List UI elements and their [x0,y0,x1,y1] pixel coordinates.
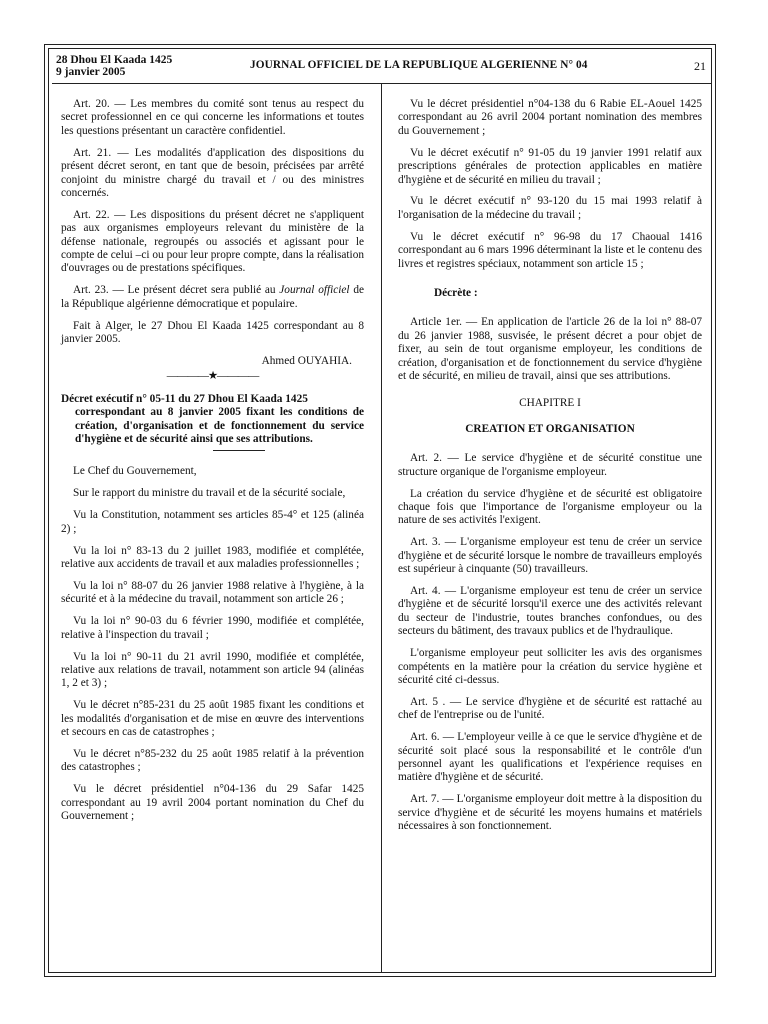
journal-title: JOURNAL OFFICIEL DE LA REPUBLIQUE ALGERIENNE N° 04 [250,59,588,71]
article-22: Art. 22. — Les dispositions du présent décret ne s'appliquent pas aux organismes employeurs relevant du ministère de la défense nationale, regroupés ou associés et agissant pour le compte de celui –ci ou pour leur propre compte, dans la réalisation d'ouvrages ou de prestations spécifiques. [61,208,364,275]
visa-item: Vu le décret présidentiel n°04-138 du 6 Rabie EL-Aouel 1425 correspondant au 26 avril 2004 portant nomination des membres du Gouvernement ; [398,98,702,137]
column-separator [381,84,382,972]
header-date-gregorian: 9 janvier 2005 [56,66,126,78]
article-20: Art. 20. — Les membres du comité sont tenus au respect du secret professionnel en ce qui concerne les informations et toutes les questions présentant un caractère confidentiel. [61,98,364,137]
visa-item: Vu le décret exécutif n° 91-05 du 19 janvier 1991 relatif aux prescriptions générales de protection applicables en matière d'hygiène et de sécurité en milieu du travail ; [398,146,702,186]
visa-item: Vu la loi n° 90-03 du 6 février 1990, modifiée et complétée, relative à l'inspection du travail ; [61,615,364,641]
article-paragraph: Art. 3. — L'organisme employeur est tenu de créer un service d'hygiène et de sécurité lorsque le nombre de travailleurs employés est supérieur à cinquante (50) travailleurs. [398,536,702,576]
chef-du-gouvernement: Le Chef du Gouvernement, [73,465,197,478]
visa-item: Vu le décret présidentiel n°04-136 du 29 Safar 1425 correspondant au 19 avril 2004 portant nomination du Chef du Gouvernement ; [61,783,364,823]
star-separator: ————★———— [166,370,259,383]
visa-item: Vu le décret exécutif n° 96-98 du 17 Chaoual 1416 correspondant au 6 mars 1996 déterminant la liste et le contenu des livres et registres spéciaux, notamment son article 15 ; [398,230,702,270]
header-date-hijri: 28 Dhou El Kaada 1425 [56,54,173,66]
article-paragraph: Art. 4. — L'organisme employeur est tenu de créer un service d'hygiène et de sécurité lorsqu'il exerce une des activités relevant du secteur de l'industrie, toutes branches confondues, ou des secteurs du bâtiment, des travaux publics et de l'hydraulique. [398,584,702,638]
article-paragraph: Art. 6. — L'employeur veille à ce que le service d'hygiène et de sécurité soit placé sous la responsabilité et le contrôle d'un personnel ayant les qualifications et l'expérience requises en matière d'hygiène et de sécurité. [398,731,702,784]
visa-item: Vu le décret exécutif n° 93-120 du 15 mai 1993 relatif à l'organisation de la médecine du travail ; [398,195,702,221]
article-23-suffix: de la République algérienne démocratique et populaire. [61,284,364,310]
visa-item: Vu la Constitution, notamment ses articles 85-4° et 125 (alinéa 2) ; [61,509,364,535]
decree-title-first-line: Décret exécutif n° 05-11 du 27 Dhou El Kaada 1425 [61,392,308,405]
fait-a-alger: Fait à Alger, le 27 Dhou El Kaada 1425 correspondant au 8 janvier 2005. [61,319,364,346]
article-23-journal: Journal officiel [279,284,350,297]
article-paragraph: Art. 5 . — Le service d'hygiène et de sécurité est rattaché au chef de l'entreprise ou de l'unité. [398,695,702,722]
article-1: Article 1er. — En application de l'article 26 de la loi n° 88-07 du 26 janvier 1988, susvisée, le présent décret a pour objet de fixer, au sein de tout organisme employeur, les conditions de création, d'organisation et de fonctionnement du service d'hygiène et de sécurité, en milieu de travail, ainsi que ses attributions. [398,316,702,382]
visa-item: Sur le rapport du ministre du travail et de la sécurité sociale, [73,487,346,500]
visa-item: Vu la loi n° 83-13 du 2 juillet 1983, modifiée et complétée, relative aux accidents de travail et aux maladies professionnelles ; [61,544,364,570]
left-column [61,98,364,832]
visa-item: Vu le décret n°85-232 du 25 août 1985 relatif à la prévention des catastrophes ; [61,747,364,774]
article-21: Art. 21. — Les modalités d'application des dispositions du présent décret seront, en tant que de besoin, précisées par arrêté conjoint du ministre chargé du travail et / ou des ministres concernés. [61,146,364,199]
signature: Ahmed OUYAHIA. [261,355,352,367]
right-column [398,98,702,842]
page-header [52,52,712,82]
article-paragraph: Art. 7. — L'organisme employeur doit mettre à la disposition du service d'hygiène et de sécurité les moyens humains et matériels nécessaires à son fonctionnement. [398,793,702,833]
article-paragraph: La création du service d'hygiène et de sécurité est obligatoire chaque fois que l'importance de l'organisme employeur ou la nature de ses activités l'exigent. [398,487,702,527]
page-number: 21 [694,59,706,73]
visa-item: Vu le décret n°85-231 du 25 août 1985 fixant les conditions et les modalités d'organisation et de mise en œuvre des interventions et secours en cas de catastrophes ; [61,699,364,739]
article-23 [61,284,364,311]
decree-title-rule [213,450,265,451]
header-rule [52,83,712,84]
article-23-prefix: Art. 23. — Le présent décret sera publié au [73,284,280,297]
visa-item: Vu la loi n° 90-11 du 21 avril 1990, modifiée et complétée, relative aux relations de travail, notamment son article 94 (alinéas 1, 2 et 3) ; [61,650,364,690]
chapter-number: CHAPITRE I [519,397,581,410]
decree-title [61,393,364,447]
chapter-title: CREATION ET ORGANISATION [465,422,635,435]
decree-title-rest: correspondant au 8 janvier 2005 fixant les conditions de création, d'organisation et de fonctionnement du service d'hygiène et de sécurité ainsi que ses attributions. [75,406,364,446]
header-date [56,54,172,78]
decrete-heading: Décrète : [434,286,478,299]
article-paragraph: L'organisme employeur peut solliciter les avis des organismes compétents en la matière pour la création du service hygiène et sécurité cité ci-dessus. [398,647,702,686]
visa-item: Vu la loi n° 88-07 du 26 janvier 1988 relative à l'hygiène, à la sécurité et à la médecine du travail, notamment son article 26 ; [61,579,364,606]
article-paragraph: Art. 2. — Le service d'hygiène et de sécurité constitue une structure organique de l'organisme employeur. [398,452,702,478]
